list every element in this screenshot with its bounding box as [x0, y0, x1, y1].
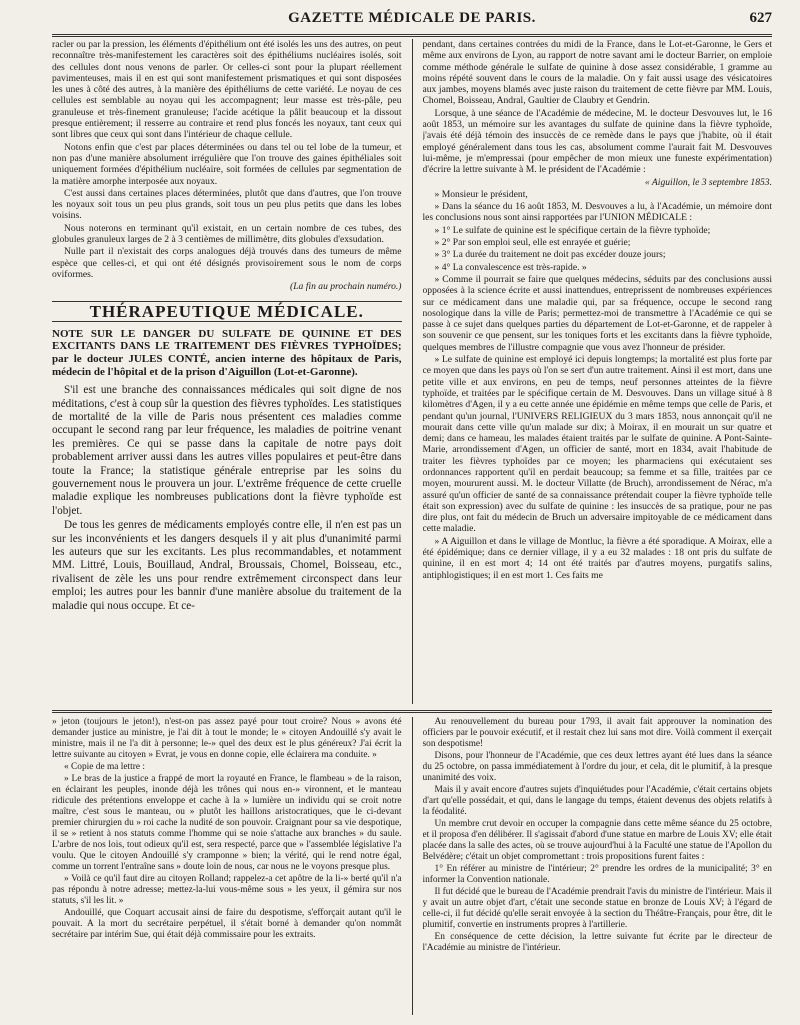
paragraph: « Copie de ma lettre : — [64, 762, 145, 772]
list-item: » 3° La durée du traitement ne doit pas excéder douze jours; — [434, 249, 666, 261]
paragraph: De tous les genres de médicaments employés contre elle, il n'en est pas un sur les inconvénients et les dangers desquels il y ait plus d'unanimité parmi les auteurs que sur les excitants. Les plus recommandables, et notamment MM. Littré, Louis, Bouillaud, Andral, Broussais, Chomel, Boisseau, etc., rivalisent de zèle les uns pour rendre extrêmement circonspect dans leur emploi; les autres pour les bannir d'une manière absolue du traitement de la maladie qui nous occupe. Et ce- — [52, 519, 402, 612]
paragraph: Andouillé, que Coquart accusait ainsi de faire du despotisme, s'efforçait autant qu'il le pouvait. A la mort du secrétaire perpétuel, il s'était borné à demander qu'on nommât secrétaire par intérim Sue, qui était déjà commissaire pour les extraits. — [52, 908, 402, 940]
paragraph: Lorsque, à une séance de l'Académie de médecine, M. le docteur Desvouves lut, le 16 août 1853, un mémoire sur les avantages du sulfate de quinine dans la fièvre typhoïde, j'avais été déjà témoin des insuccès de ce remède dans le pays que j'habite, où il était employé généralement dans tous les cas, absolument comme l'aurait fait M. Desvouves lui-même, je m'empressai (pour empêcher de mon mieux une funeste expérimentation) d'écrire la lettre suivante à M. le président de l'Académie : — [422, 107, 772, 176]
paragraph: racler ou par la pression, les éléments d'épithélium ont été isolés les uns des autres, on peut reconnaître très-manifestement les caractères soit des épithéliums nucléaires isolés, soit des cellules dont nous venons de parler. Or celles-ci sont pour la plupart réellement pavimenteuses, mais il en est qui sont manifestement prismatiques et qui sont disposées les unes à côté des autres, à la manière des épithéliums de cette variété. Le noyau de ces cellules est semblable au noyau qui les accompagnent; leur masse est très-pâle, peu granuleuse et très-finement granuleuse; l'acide acétique la pâlit beaucoup et la dissout presque entièrement; il resserre au contraire et rend plus foncés les noyaux, tant ceux qui sont libres que ceux qui sont dans l'intérieur de chaque cellule. — [52, 39, 402, 141]
top-columns — [52, 39, 772, 704]
column-divider — [412, 717, 413, 1015]
article-title: NOTE SUR LE DANGER DU SULFATE DE QUININE ET DES EXCITANTS DANS LE TRAITEMENT DES FIÈVRES TYPHOÏDES; par le docteur JULES CONTÉ, ancien interne des hôpitaux de Paris, médecin de l'hôpital et de la prison d'Aiguillon (Lot-et-Garonne). — [52, 327, 402, 378]
paragraph: Un membre crut devoir en occuper la compagnie dans cette même séance du 25 octobre, et il proposa d'en délibérer. Il s'agissait d'abord d'une statue en marbre de Louis XV; elle était placée dans la salle des actes, où se trouve aujourd'hui à la Faculté une statue de l'Apollon du Belvédère; c'était un objet compromettant : trois propositions furent faites : — [422, 819, 772, 862]
bottom-columns — [52, 717, 772, 1015]
paragraph: » Le sulfate de quinine est employé ici depuis longtemps; la mortalité est plus forte par ce moyen que dans les pays où l'on se sert d'un autre traitement. Ainsi il est mort, dans une petite ville et aux environs, en peu de temps, neuf personnes atteintes de la fièvre typhoïde, et traitées par le spécifique certain de M. Desvouves. Dans un village situé à 8 kilomètres d'Agen, il y a eu cette année une épidémie en même temps que celle de Paris, et pendant qu'un journal, l'UNIVERS RELIGIEUX du 3 mars 1853, nous annonçait qu'il ne mourait dans cette ville qu'un malade sur dix; à Moirax, il en mourait un sur quatre et demi; dans ce hameau, les malades étaient traités par le sulfate de quinine. A Pont-Sainte-Marie, arrondissement d'Agen, un officier de santé, mort en 1834, avait l'habitude de traiter les fièvres typhoïdes par ce moyen; les pharmaciens qui exécutaient ses ordonnances rapportent qu'il en perdait beaucoup; sa femme et sa fille, traitées par ce moyen, moururent aussi. M. le docteur Villatte (de Bruch), arrondissement de Nérac, m'a assuré qu'un officier de santé de sa connaissance prétendait couper la fièvre typhoïde telle était son expression) avec du sulfate de quinine : les insuccès de sa pratique, pour ne pas dire plus, ont fait du médecin de Bruch un adversaire impitoyable de ce médicament dans cette maladie. — [422, 354, 772, 535]
section-separator — [52, 710, 772, 713]
list-item: » 1° Le sulfate de quinine est le spécifique certain de la fièvre typhoïde; — [434, 224, 711, 236]
header-rule — [52, 34, 772, 37]
paragraph: Il fut décidé que le bureau de l'Académie prendrait l'avis du ministre de l'intérieur. Mais il y avait un autre objet d'art, c'était une seconde statue en bronze de Louis XV; à l'égard de celle-ci, il fut décidé qu'elle serait envoyée à la section du Théâtre-Français, pour être, dit le plumitif, convertie en instruments propres à l'artillerie. — [422, 887, 772, 930]
paragraph: » Comme il pourrait se faire que quelques médecins, séduits par des conclusions aussi opposées à la science écrite et aussi inattendues, entreprissent de nombreuses expériences sur ce médicament dans une maladie qui, par sa fréquence, occupe le second rang nosologique dans la ville de Paris; permettez-moi de transmettre à l'Académie ce qui se passe à ce sujet dans quelques parties du département de Lot-et-Garonne, et de rappeler à son souvenir ce que pensent, sur les toniques forts et les excitants dans la fièvre typhoïde, quelques membres de l'illustre compagnie que vous avez l'honneur de présider. — [422, 273, 772, 353]
paragraph: C'est aussi dans certaines places déterminées, plutôt que dans d'autres, que l'on trouve les noyaux soit tous un peu plus grands, soit tous un peu plus petits que dans les lobes voisins. — [52, 187, 402, 222]
bottom-left-column — [52, 717, 402, 1015]
paragraph: Nulle part il n'existait des corps analogues déjà trouvés dans des tumeurs de même espèce que celles-ci, et qui ont été désignés provisoirement sous le nom de corps oviformes. — [52, 246, 402, 280]
paragraph: Nous noterons en terminant qu'il existait, en un certain nombre de ces tubes, des globules granuleux larges de 2 à 3 centièmes de millimètre, dits globules d'exsudation. — [52, 222, 402, 246]
paragraph: 1° En référer au ministre de l'intérieur; 2° prendre les ordres de la municipalité; 3° en informer la Convention nationale. — [422, 864, 772, 885]
paragraph: Disons, pour l'honneur de l'Académie, que ces deux lettres ayant été lues dans la séance du 25 octobre, on passa immédiatement à l'ordre du jour, et cela, dit le plumitif, à la presque unanimité des voix. — [422, 751, 772, 783]
journal-title: GAZETTE MÉDICALE DE PARIS. — [288, 10, 536, 26]
paragraph: En conséquence de cette décision, la lettre suivante fut écrite par le directeur de l'Académie au ministre de l'intérieur. — [422, 932, 772, 953]
paragraph: » Monsieur le président, — [434, 188, 528, 200]
top-right-column — [423, 39, 773, 704]
continuation-note: (La fin au prochain numéro.) — [290, 281, 402, 293]
column-divider — [412, 39, 413, 704]
page-header — [52, 0, 772, 34]
paragraph: » Le bras de la justice a frappé de mort la royauté en France, le flambeau » de la raison, en éclairant les peuples, inonde déjà les trônes qui nous en-» vironnent, et le manteau ridicule des prétentions enveloppe et cache à la » lumière un individu qui se croit notre maître, c'est sous le manteau, ou » plutôt les haillons aristocratiques, que le ci-devant premier chirurgien du » roi cache la nudité de son pouvoir. Craignant pour sa vie despotique, il se » retient à nos statuts comme l'homme qui se noie s'attache aux branches » du saule. L'arbre de nos lois, tout odieux qu'il est, sera respecté, parce que » l'assemblée législative l'a voulu. Que le citoyen Andouillé s'y cramponne » bien; la vérité, qui le rend notre égal, comme un torrent l'entraîne sans » doute loin de nous, car nous ne le voyons presque plus. — [52, 774, 402, 872]
paragraph: » Voilà ce qu'il faut dire au citoyen Rolland; rappelez-a cet apôtre de la li-» berté qu'il n'a pas répondu à notre adresse; mettez-la-lui vous-même sous » les yeux, il gémira sur nos statuts, s'il les lit. » — [52, 874, 402, 906]
page-number: 627 — [749, 10, 772, 26]
bottom-right-column — [423, 717, 773, 1015]
section-heading: THÉRAPEUTIQUE MÉDICALE. — [52, 301, 402, 322]
paragraph: Mais il y avait encore d'autres sujets d'inquiétudes pour l'Académie, c'était certains objets d'art qu'elle possédait, et qui, dans le langage du temps, étaient devenus des objets relatifs à la féodalité. — [422, 785, 772, 817]
list-item: » 2° Par son emploi seul, elle est enrayée et guérie; — [434, 237, 631, 249]
paragraph: » A Aiguillon et dans le village de Montluc, la fièvre a été sporadique. A Moirax, elle a été épidémique; dans ce dernier village, il y a eu 32 malades : 18 ont pris du sulfate de quinine, il en est mort 4; 14 ont été traités par d'autres moyens, purgatifs salins, antiphlogistiques; il en est mort 1. Ces faits me — [422, 535, 772, 581]
paragraph: Au renouvellement du bureau pour 1793, il avait fait approuver la nomination des officiers par le pouvoir exécutif, et il restait chez lui sans mot dire. Voilà comment il exerçait son despotisme! — [422, 717, 772, 749]
letter-dateline: « Aiguillon, le 3 septembre 1853. — [644, 176, 772, 188]
paragraph: S'il est une branche des connaissances médicales qui soit digne de nos méditations, c'est à coup sûr la question des fièvres typhoïdes. Les statistiques de mortalité de la ville de Paris nous présentent ces maladies comme occupant le second rang par leur fréquence, les maladies de poitrine venant les premières. Ce qui se passe dans la capitale de notre pays doit probablement arriver aussi dans les autres villes populaires et peut-être dans toute la France; la statistique générale entreprise par les soins du gouvernement nous le prouvera un jour. L'extrême fréquence de cette cruelle maladie explique les nombreuses publications dont la fièvre typhoïde est l'objet. — [52, 384, 402, 517]
list-item: » 4° La convalescence est très-rapide. » — [434, 261, 587, 273]
top-left-column — [52, 39, 402, 704]
paragraph: Notons enfin que c'est par places déterminées ou dans tel ou tel lobe de la tumeur, et non pas d'une manière absolument irrégulière que l'on trouve des gaines épithéliales soit uniquement formées d'épithélium nucléaire, soit formées de cellules par segmentation de la matière amorphe interposée aux noyaux. — [52, 141, 402, 187]
paragraph: pendant, dans certaines contrées du midi de la France, dans le Lot-et-Garonne, le Gers et même aux environs de Lyon, au rapport de notre savant ami le docteur Barrier, on emploie comme méthode générale le sulfate de quinine à dose assez considérable, 1 gramme au moins répété souvent dans le cours de la maladie. On y fait aussi usage des vésicatoires aux jambes, moyens blamés avec juste raison du traitement de cette fièvre par MM. Louis, Chomel, Boisseau, Andral, Gaultier de Claubry et Gendrin. — [422, 39, 772, 107]
paragraph: » jeton (toujours le jeton!), n'est-on pas assez payé pour tout croire? Nous » avons été demander justice au ministre, je l'ai dit à tout le monde; le » citoyen Andouillé s'y avait le ministre, mais il ne l'a dit à personne; le-» quel des deux est le plus généreux? J'ai écrit la lettre suivante au citoyen » Evrat, je vous en donne copie, elle éclairera ma conduite. » — [52, 717, 402, 760]
paragraph: » Dans la séance du 16 août 1853, M. Desvouves a lu, à l'Académie, un mémoire dont les conclusions nous sont ainsi rapportées par l'UNION MÉDICALE : — [422, 201, 772, 224]
